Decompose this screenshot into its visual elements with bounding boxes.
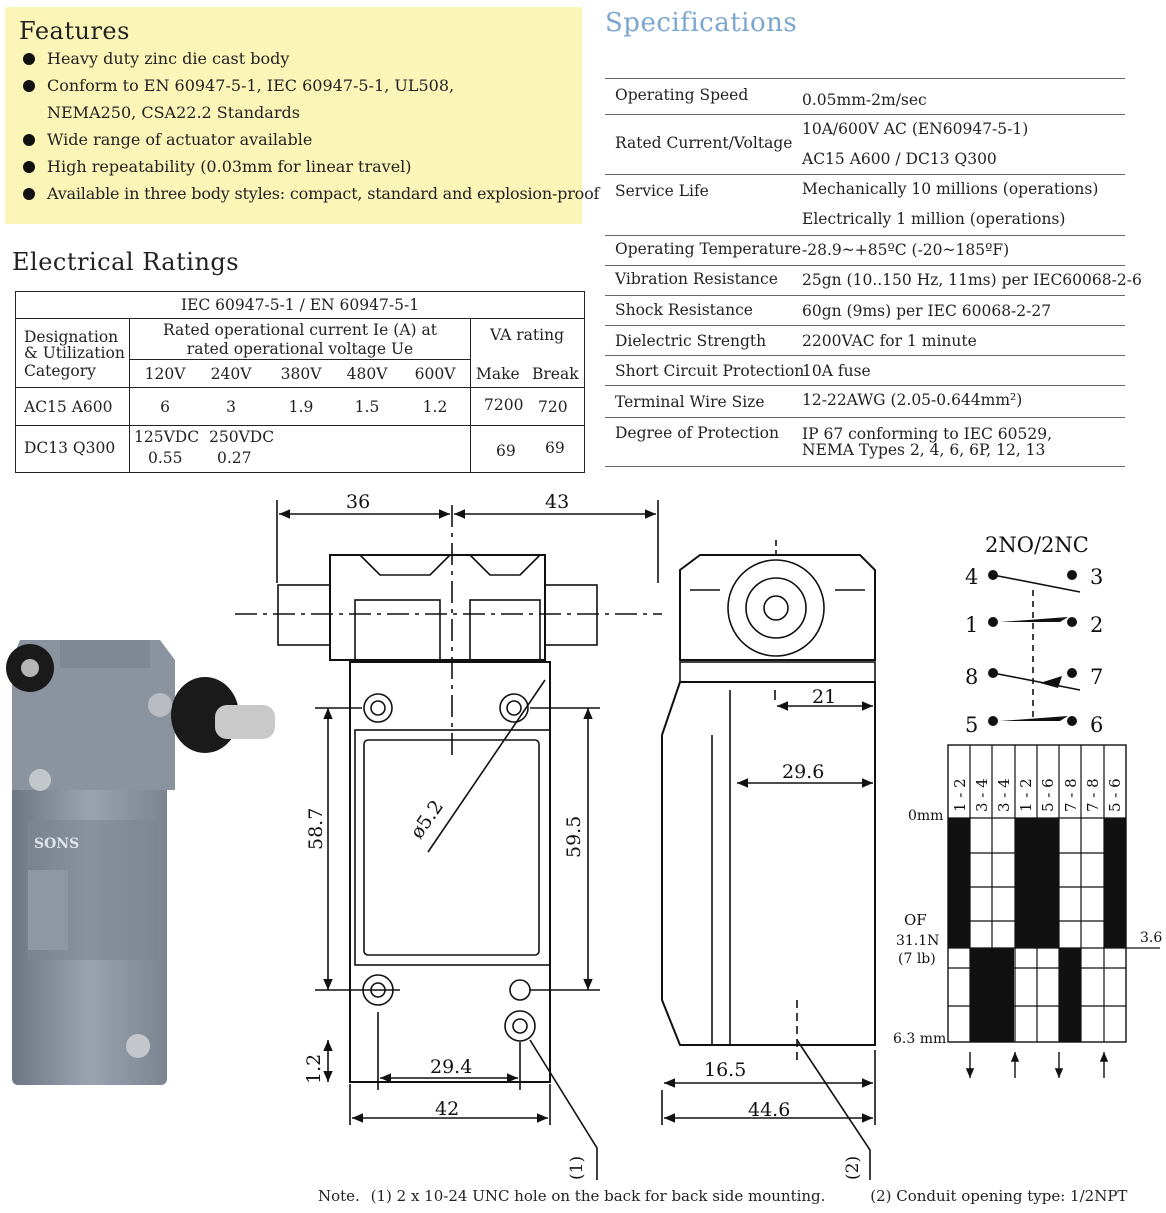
electrical-ratings-title: Electrical Ratings [12, 248, 240, 276]
dc-make: 69 [496, 442, 516, 460]
voltage-header: 480V [346, 365, 388, 383]
feature-item [23, 126, 599, 153]
dim-hole: ø5.2 [406, 796, 448, 843]
spec-row [605, 325, 1125, 356]
specifications-title: Specifications [605, 8, 798, 38]
spec-value: 60gn (9ms) per IEC 60068-2-27 [802, 302, 1052, 320]
footnote [318, 1187, 1166, 1205]
column-label: 3 - 4 [973, 778, 991, 812]
feature-text: Wide range of actuator available [47, 130, 313, 149]
column-label: 5 - 6 [1039, 778, 1057, 812]
dim-29-4: 29.4 [430, 1056, 473, 1078]
ac-value: 1.2 [422, 398, 448, 416]
dim-44-6: 44.6 [748, 1099, 791, 1121]
feature-item [23, 72, 599, 126]
ac-value: 6 [160, 398, 170, 416]
dim-1-2: 1.2 [303, 1053, 325, 1084]
spec-row [605, 78, 1125, 115]
dc-break: 69 [545, 439, 565, 457]
note-1: (1) 2 x 10-24 UNC hole on the back for back side mounting. [370, 1187, 826, 1205]
terminal-label: 4 [965, 565, 979, 589]
bullet-icon [23, 53, 35, 65]
column-label: 7 - 8 [1062, 778, 1080, 812]
spec-value: 10A/600V AC (EN60947-5-1) [802, 120, 1029, 138]
note-prefix: Note. [318, 1187, 360, 1205]
dim-36: 36 [346, 491, 371, 513]
dimension-labels [303, 491, 863, 1180]
spec-row [605, 295, 1125, 326]
dc-current: 0.27 [217, 449, 252, 467]
column-label: 1 - 2 [951, 778, 969, 812]
travel-6-3: 6.3 mm [893, 1031, 947, 1047]
brand-logo: SONS [34, 836, 80, 852]
terminal-label: 8 [965, 665, 979, 689]
column-label: 1 - 2 [1017, 778, 1035, 812]
feature-text: Heavy duty zinc die cast body [47, 49, 290, 68]
ac-value: 1.9 [288, 398, 314, 416]
travel-of: OF [904, 911, 927, 929]
dim-58-7: 58.7 [305, 807, 327, 850]
travel-3-6: 3.6 [1140, 930, 1163, 946]
ac-value: 1.5 [354, 398, 380, 416]
ac-break: 720 [538, 398, 568, 416]
spec-value: 25gn (10..150 Hz, 11ms) per IEC60068-2-6 [802, 271, 1142, 289]
spec-label: Operating Speed [615, 86, 749, 104]
spec-label: Rated Current/Voltage [615, 134, 793, 152]
spec-row [605, 114, 1125, 175]
bullet-icon [23, 80, 35, 92]
bullet-icon [23, 161, 35, 173]
spec-row [605, 417, 1125, 467]
ac-value: 3 [226, 398, 236, 416]
dc-current: 0.55 [148, 449, 183, 467]
dc-voltage: 125VDC [134, 428, 200, 446]
spec-row [605, 355, 1125, 386]
contact-diagram [893, 533, 1162, 1078]
product-photo [6, 640, 275, 1085]
column-label: 7 - 8 [1084, 778, 1102, 812]
spec-label: Dielectric Strength [615, 332, 767, 350]
travel-0mm: 0mm [908, 808, 944, 824]
callout-2: (2) [843, 1155, 863, 1180]
voltage-header: 600V [414, 365, 456, 383]
spec-label: Operating Temperature [615, 240, 802, 258]
electrical-ratings-table [15, 291, 585, 473]
va-rating-header: VA rating [489, 326, 564, 344]
spec-label: Degree of Protection [615, 424, 779, 442]
bullet-icon [23, 134, 35, 146]
dim-42: 42 [435, 1098, 460, 1120]
travel-force-lb: (7 lb) [898, 951, 936, 967]
spec-row [605, 265, 1142, 296]
spec-row [605, 385, 1125, 418]
terminal-label: 7 [1090, 665, 1104, 689]
contacts-title: 2NO/2NC [985, 533, 1089, 557]
dim-21: 21 [812, 686, 837, 708]
spec-row [605, 174, 1125, 235]
spec-value: 2200VAC for 1 minute [802, 332, 977, 350]
features-title: Features [19, 17, 130, 45]
spec-value: -28.9~+85ºC (-20~185ºF) [802, 241, 1010, 259]
standard-header: IEC 60947-5-1 / EN 60947-5-1 [180, 296, 420, 314]
spec-row [605, 235, 1125, 266]
spec-label: Terminal Wire Size [615, 393, 765, 411]
front-view-drawing [235, 500, 662, 1180]
spec-value: 12-22AWG (2.05-0.644mm²) [802, 391, 1023, 409]
spec-value: 0.05mm-2m/sec [802, 91, 927, 109]
break-header: Break [532, 365, 579, 383]
spec-value: IP 67 conforming to IEC 60529, [802, 425, 1053, 443]
callout-1: (1) [567, 1155, 587, 1180]
side-view-drawing [662, 540, 875, 1180]
note-2: (2) Conduit opening type: 1/2NPT [870, 1187, 1128, 1205]
rated-current-header: Rated operational current Ie (A) at rated operational voltage Ue [163, 321, 437, 358]
technical-drawings [0, 480, 1166, 1213]
spec-value: Mechanically 10 millions (operations) [802, 180, 1099, 198]
terminal-label: 3 [1090, 565, 1104, 589]
make-header: Make [476, 365, 520, 383]
ac-category: AC15 A600 [24, 398, 113, 416]
dim-16-5: 16.5 [704, 1059, 747, 1081]
spec-value: Electrically 1 million (operations) [802, 210, 1066, 228]
spec-value: NEMA Types 2, 4, 6, 6P, 12, 13 [802, 441, 1046, 459]
switching-timing-grid [893, 745, 1162, 1078]
features-panel [5, 7, 600, 224]
feature-item [23, 153, 599, 180]
spec-value: 10A fuse [802, 362, 871, 380]
feature-text-cont: NEMA250, CSA22.2 Standards [47, 103, 300, 122]
voltage-header: 380V [280, 365, 322, 383]
feature-text: Conform to EN 60947-5-1, IEC 60947-5-1, UL508, [47, 76, 455, 95]
voltage-header: 120V [144, 365, 186, 383]
bullet-icon [23, 188, 35, 200]
feature-text: High repeatability (0.03mm for linear travel) [47, 157, 412, 176]
terminal-label: 5 [965, 713, 979, 737]
feature-text: Available in three body styles: compact, standard and explosion-proof [47, 184, 600, 203]
spec-label: Service Life [615, 182, 709, 200]
feature-item [23, 180, 599, 207]
dc-category: DC13 Q300 [24, 439, 116, 457]
designation-header: Designation & Utilization Category [24, 328, 125, 380]
ac-make: 7200 [484, 396, 524, 414]
voltage-header: 240V [210, 365, 252, 383]
dim-29-6: 29.6 [782, 761, 825, 783]
column-label: 3 - 4 [995, 778, 1013, 812]
terminal-label: 2 [1090, 613, 1104, 637]
spec-label: Shock Resistance [615, 301, 753, 319]
spec-value: AC15 A600 / DC13 Q300 [802, 150, 997, 168]
travel-force: 31.1N [896, 933, 940, 949]
dim-43: 43 [545, 491, 570, 513]
spec-label: Short Circuit Protection [615, 362, 805, 380]
feature-item [23, 45, 599, 72]
column-label: 5 - 6 [1106, 778, 1124, 812]
terminal-label: 6 [1090, 713, 1104, 737]
spec-label: Vibration Resistance [615, 270, 778, 288]
terminal-label: 1 [965, 613, 979, 637]
features-list [23, 45, 599, 207]
dim-59-5: 59.5 [563, 815, 585, 858]
dc-voltage: 250VDC [209, 428, 275, 446]
